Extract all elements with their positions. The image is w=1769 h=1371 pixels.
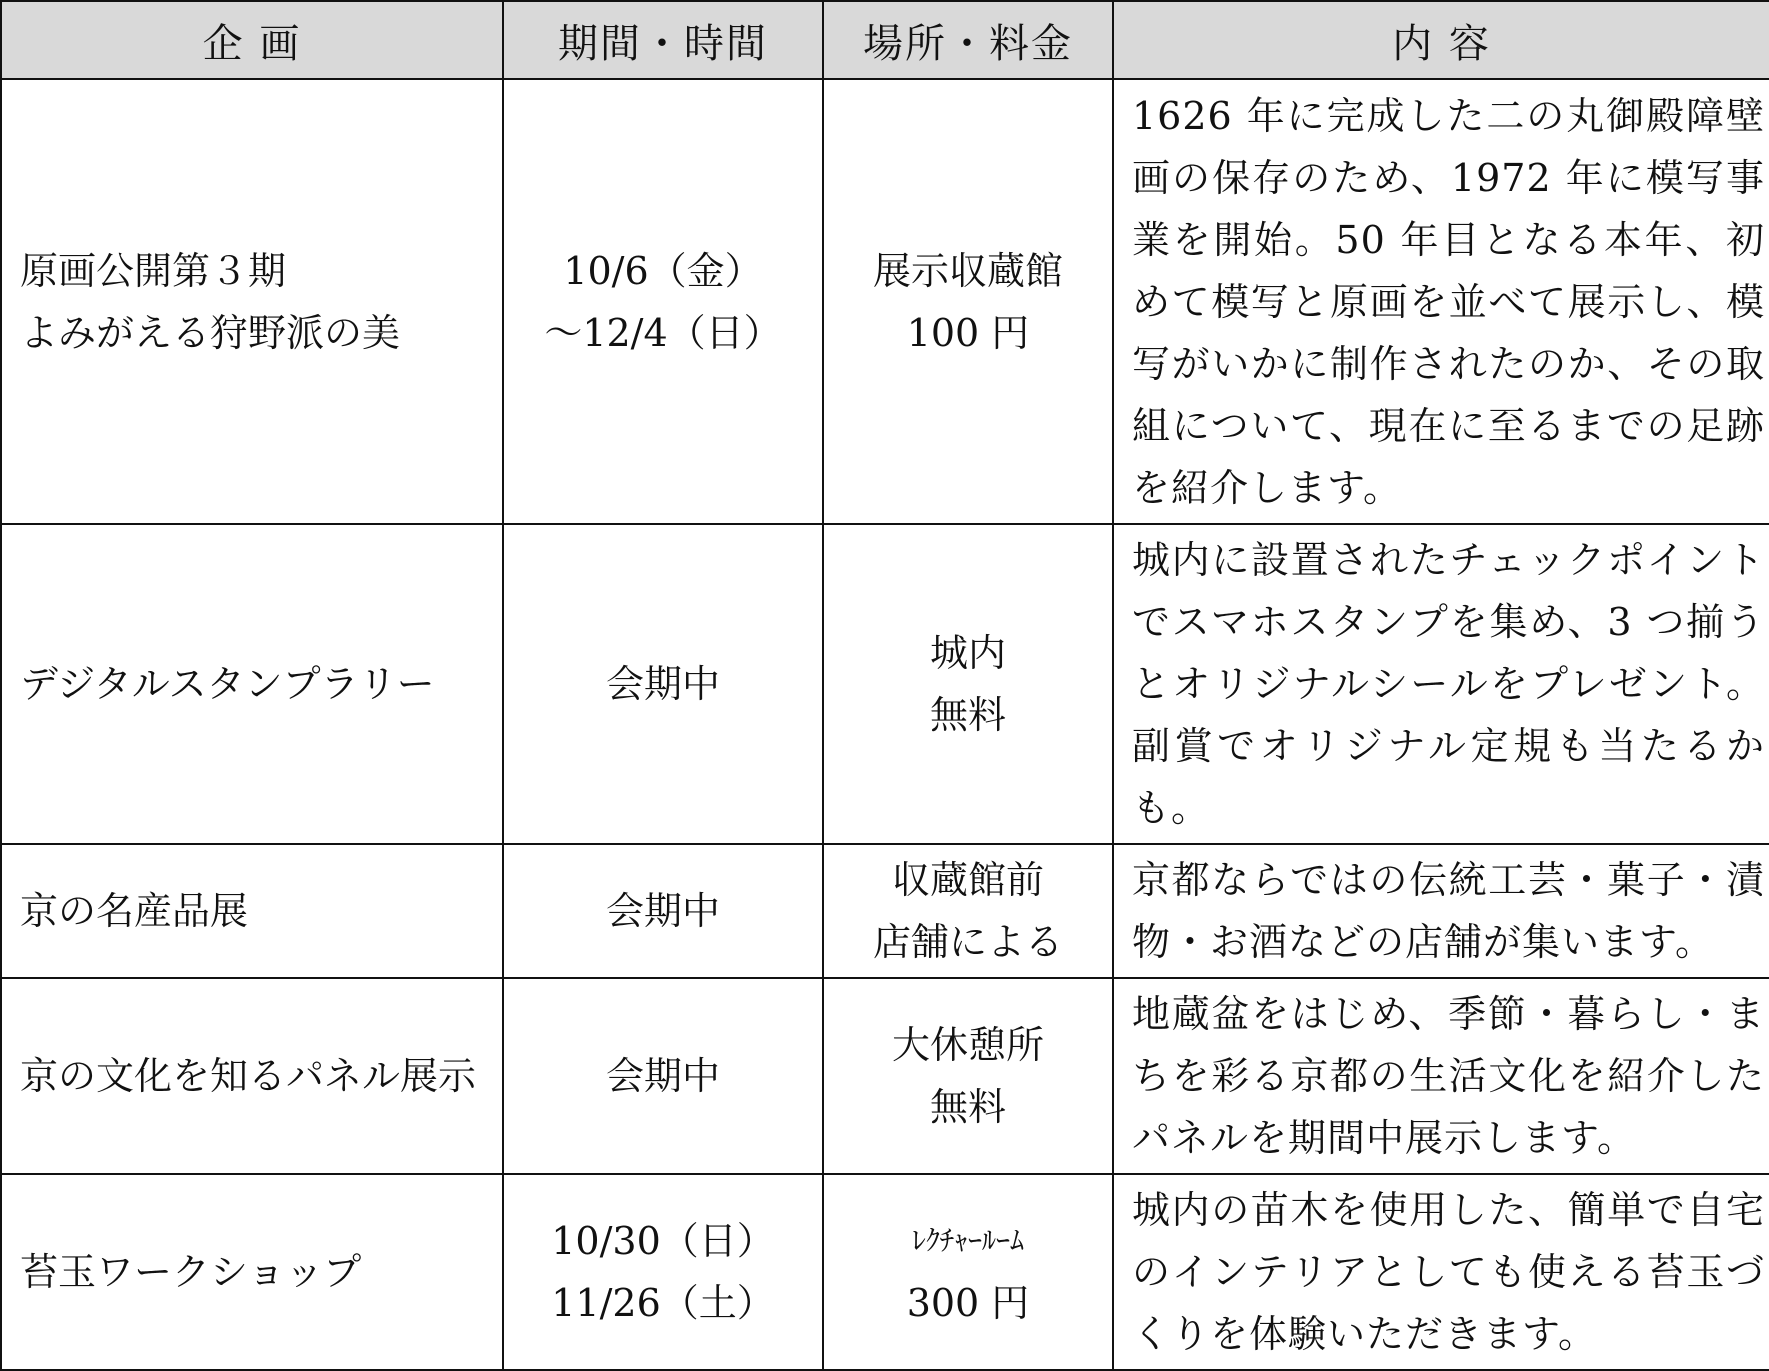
plan-cell — [1, 844, 503, 978]
place-cell — [823, 524, 1113, 844]
table-row — [1, 844, 1769, 978]
place-cell — [823, 844, 1113, 978]
place-line: 無料 — [929, 693, 1006, 737]
period-line: 10/30（日） — [551, 1219, 775, 1263]
plan-cell — [1, 524, 503, 844]
header-plan: 企 画 — [1, 1, 503, 79]
table-row — [1, 978, 1769, 1174]
place-line: ﾚｸﾁｬｰﾙｰﾑ — [911, 1224, 1024, 1257]
plan-cell — [1, 1174, 503, 1370]
plan-line: 京の名産品展 — [20, 889, 249, 933]
period-cell — [503, 844, 823, 978]
place-line: 展示収蔵館 — [872, 248, 1063, 293]
header-place: 場所・料金 — [823, 1, 1113, 79]
plan-line: デジタルスタンプラリー — [20, 662, 435, 706]
period-line: 会期中 — [605, 1054, 720, 1098]
period-line: 10/6（金） — [563, 248, 763, 293]
period-line: 会期中 — [605, 889, 720, 933]
place-cell — [823, 1174, 1113, 1370]
place-line: 城内 — [929, 631, 1006, 675]
period-line: 会期中 — [605, 662, 720, 706]
period-cell — [503, 1174, 823, 1370]
header-row — [1, 1, 1769, 79]
period-line: 11/26（土） — [551, 1281, 775, 1325]
period-line: ～12/4（日） — [544, 310, 782, 355]
table-row — [1, 79, 1769, 524]
period-cell — [503, 978, 823, 1174]
period-cell — [503, 79, 823, 524]
content-cell: 1626 年に完成した二の丸御殿障壁画の保存のため、1972 年に模写事業を開始。50 年目となる本年、初めて模写と原画を並べて展示し、模写がいかに制作されたのか、その取組について、現在に至るまでの足跡を紹介します。 — [1113, 79, 1769, 524]
plan-line: よみがえる狩野派の美 — [20, 310, 401, 355]
plan-line: 京の文化を知るパネル展示 — [20, 1054, 477, 1098]
content-cell: 城内に設置されたチェックポイントでスマホスタンプを集め、3 つ揃うとオリジナルシールをプレゼント。副賞でオリジナル定規も当たるかも。 — [1113, 524, 1769, 844]
header-period: 期間・時間 — [503, 1, 823, 79]
plan-line: 苔玉ワークショップ — [20, 1250, 362, 1294]
place-line: 大休憩所 — [891, 1023, 1044, 1067]
plan-line: 原画公開第３期 — [20, 248, 287, 293]
place-line: 収蔵館前 — [891, 858, 1044, 902]
content-cell: 地蔵盆をはじめ、季節・暮らし・まちを彩る京都の生活文化を紹介したパネルを期間中展示します。 — [1113, 978, 1769, 1174]
place-line: 店舗による — [872, 920, 1063, 964]
content-cell: 城内の苗木を使用した、簡単で自宅のインテリアとしても使える苔玉づくりを体験いただきます。 — [1113, 1174, 1769, 1370]
place-line: 100 円 — [906, 310, 1030, 355]
plan-cell — [1, 79, 503, 524]
period-cell — [503, 524, 823, 844]
table-row — [1, 1174, 1769, 1370]
table-row — [1, 524, 1769, 844]
place-cell — [823, 79, 1113, 524]
plan-cell — [1, 978, 503, 1174]
content-cell: 京都ならではの伝統工芸・菓子・漬物・お酒などの店舗が集います。 — [1113, 844, 1769, 978]
header-content: 内 容 — [1113, 1, 1769, 79]
place-line: 無料 — [929, 1085, 1006, 1129]
place-line: 300 円 — [906, 1281, 1030, 1325]
place-cell — [823, 978, 1113, 1174]
